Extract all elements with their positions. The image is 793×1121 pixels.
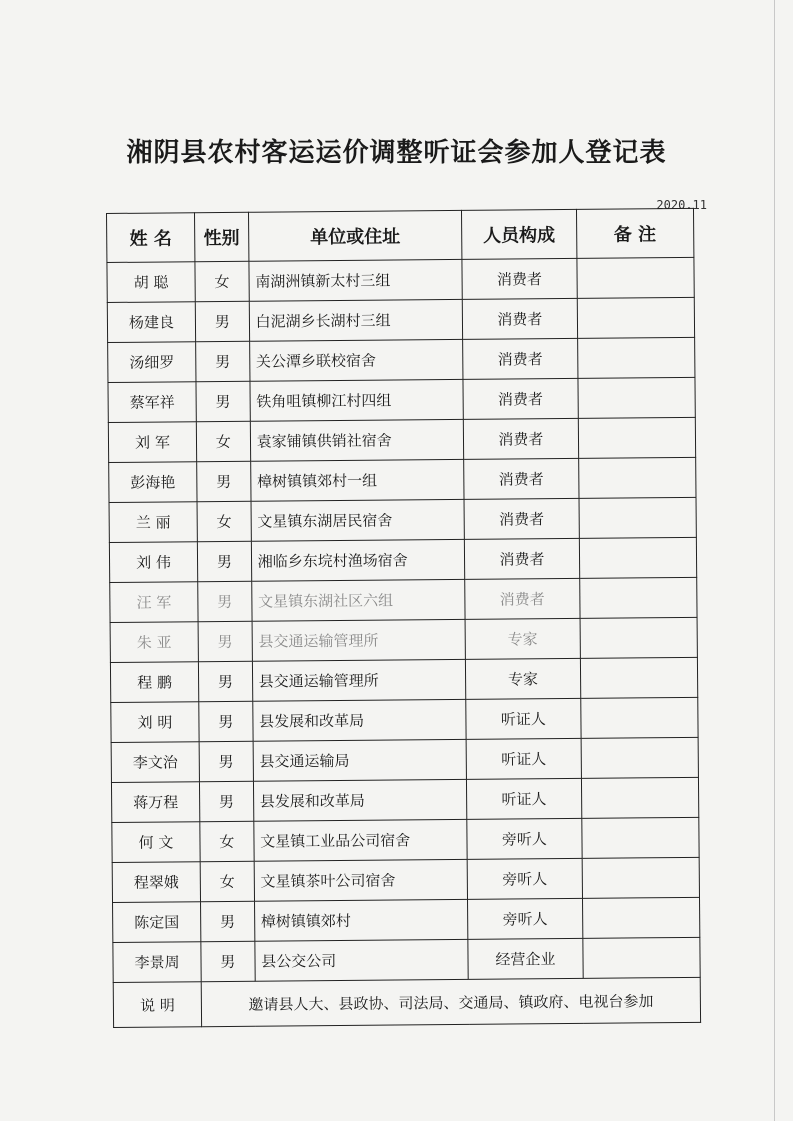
cell-address: 樟树镇镇郊村 — [254, 899, 468, 941]
cell-gender: 男 — [199, 741, 253, 781]
cell-address: 南湖洲镇新太村三组 — [249, 259, 463, 301]
cell-address: 县交通运输管理所 — [252, 619, 466, 661]
cell-remark — [582, 897, 700, 938]
cell-gender: 男 — [201, 941, 255, 981]
cell-name: 陈定国 — [113, 902, 201, 943]
cell-remark — [578, 457, 696, 498]
cell-remark — [581, 777, 699, 818]
cell-address: 县发展和改革局 — [252, 699, 466, 741]
cell-role: 消费者 — [465, 578, 580, 619]
cell-role: 消费者 — [464, 418, 579, 459]
cell-address: 文星镇东湖居民宿舍 — [251, 499, 465, 541]
cell-address: 袁家铺镇供销社宿舍 — [250, 419, 464, 461]
cell-role: 消费者 — [462, 298, 577, 339]
cell-remark — [580, 697, 698, 738]
cell-role: 消费者 — [463, 338, 578, 379]
cell-remark — [581, 737, 699, 778]
cell-role: 听证人 — [467, 778, 582, 819]
cell-name: 彭海艳 — [109, 462, 197, 503]
cell-gender: 男 — [198, 581, 252, 621]
cell-address: 文星镇茶叶公司宿舍 — [254, 859, 468, 901]
cell-remark — [577, 297, 695, 338]
cell-gender: 男 — [196, 381, 250, 421]
table-row — [107, 257, 694, 302]
cell-gender: 女 — [197, 501, 251, 541]
cell-name: 刘 军 — [108, 422, 196, 463]
cell-name: 李文治 — [111, 742, 199, 783]
cell-address: 白泥湖乡长湖村三组 — [249, 299, 463, 341]
cell-address: 铁角咀镇柳江村四组 — [250, 379, 464, 421]
cell-name: 汤细罗 — [108, 342, 196, 383]
cell-address: 县交通运输局 — [253, 739, 467, 781]
cell-remark — [576, 257, 694, 298]
cell-address: 文星镇工业品公司宿舍 — [253, 819, 467, 861]
cell-name: 杨建良 — [107, 302, 195, 343]
header-gender: 性别 — [195, 212, 249, 261]
table-header-row — [107, 208, 694, 262]
cell-role: 旁听人 — [467, 818, 582, 859]
cell-name: 兰 丽 — [109, 502, 197, 543]
cell-role: 经营企业 — [468, 938, 583, 979]
cell-remark — [579, 537, 697, 578]
cell-role: 消费者 — [464, 498, 579, 539]
cell-remark — [582, 937, 700, 978]
table-row — [111, 777, 698, 822]
cell-name: 蒋万程 — [111, 782, 199, 823]
cell-name: 程 鹏 — [110, 662, 198, 703]
cell-gender: 男 — [195, 301, 249, 341]
cell-role: 消费者 — [464, 458, 579, 499]
cell-gender: 男 — [198, 661, 252, 701]
cell-role: 消费者 — [463, 378, 578, 419]
note-row — [113, 977, 700, 1027]
cell-role: 旁听人 — [468, 898, 583, 939]
cell-name: 汪 军 — [110, 582, 198, 623]
cell-address: 樟树镇镇郊村一组 — [250, 459, 464, 501]
table-row — [113, 897, 700, 942]
cell-remark — [579, 497, 697, 538]
table-row — [110, 657, 697, 702]
cell-gender: 男 — [201, 901, 255, 941]
cell-address: 湘临乡东垸村渔场宿舍 — [251, 539, 465, 581]
table-row — [110, 577, 697, 622]
cell-address: 县公交公司 — [255, 939, 469, 981]
cell-role: 听证人 — [466, 738, 581, 779]
cell-role: 消费者 — [462, 258, 577, 299]
cell-remark — [579, 577, 697, 618]
cell-gender: 男 — [197, 541, 251, 581]
cell-gender: 男 — [199, 701, 253, 741]
cell-remark — [580, 657, 698, 698]
cell-gender: 男 — [200, 781, 254, 821]
cell-gender: 女 — [196, 421, 250, 461]
cell-gender: 女 — [200, 861, 254, 901]
form-date: 2020.11 — [656, 198, 707, 212]
table-row — [112, 857, 699, 902]
note-label: 说 明 — [113, 982, 201, 1028]
cell-address: 县交通运输管理所 — [252, 659, 466, 701]
table-row — [108, 337, 695, 382]
cell-gender: 男 — [196, 341, 250, 381]
header-name: 姓 名 — [107, 213, 195, 263]
cell-name: 程翠娥 — [112, 862, 200, 903]
cell-address: 文星镇东湖社区六组 — [251, 579, 465, 621]
table-row — [111, 697, 698, 742]
cell-gender: 女 — [200, 821, 254, 861]
cell-name: 朱 亚 — [110, 622, 198, 663]
cell-gender: 女 — [195, 261, 249, 301]
cell-address: 关公潭乡联校宿舍 — [249, 339, 463, 381]
header-role: 人员构成 — [462, 209, 577, 259]
table-row — [109, 457, 696, 502]
cell-remark — [582, 857, 700, 898]
cell-gender: 男 — [198, 621, 252, 661]
cell-name: 刘 明 — [111, 702, 199, 743]
table-row — [109, 537, 696, 582]
header-address: 单位或住址 — [248, 210, 462, 261]
table-row — [111, 737, 698, 782]
cell-gender: 男 — [197, 461, 251, 501]
table-row — [110, 617, 697, 662]
table-row — [109, 497, 696, 542]
cell-remark — [578, 417, 696, 458]
page-title: 湘阴县农村客运运价调整听证会参加人登记表 — [126, 138, 667, 168]
cell-role: 旁听人 — [467, 858, 582, 899]
cell-remark — [581, 817, 699, 858]
cell-role: 专家 — [465, 618, 580, 659]
table-row — [108, 417, 695, 462]
cell-name: 蔡军祥 — [108, 382, 196, 423]
table-row — [113, 937, 700, 982]
table-row — [112, 817, 699, 862]
cell-name: 胡 聪 — [107, 262, 195, 303]
cell-address: 县发展和改革局 — [253, 779, 467, 821]
header-remark: 备 注 — [576, 208, 694, 258]
cell-name: 何 文 — [112, 822, 200, 863]
cell-remark — [577, 337, 695, 378]
cell-remark — [580, 617, 698, 658]
cell-role: 听证人 — [466, 698, 581, 739]
table-row — [108, 377, 695, 422]
registration-table — [106, 208, 701, 1028]
cell-role: 消费者 — [465, 538, 580, 579]
note-text: 邀请县人大、县政协、司法局、交通局、镇政府、电视台参加 — [201, 977, 700, 1026]
cell-name: 刘 伟 — [109, 542, 197, 583]
cell-remark — [578, 377, 696, 418]
cell-role: 专家 — [466, 658, 581, 699]
table-row — [107, 297, 694, 342]
cell-name: 李景周 — [113, 942, 201, 983]
